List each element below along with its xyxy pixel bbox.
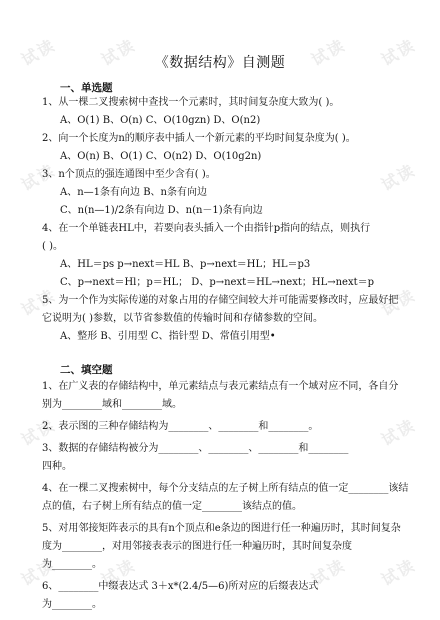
question-1-options: A、O(1) B、O(n) C、O(10gzn) D、O(n2) [60, 115, 261, 126]
fill-question-2: 2、表示图的三种存储结构为________、________和________。 [42, 421, 319, 432]
section-heading-fill-in: 二、填空题 [60, 364, 113, 376]
question-5-options: A、整形 B、引用型 C、指针型 D、常值引用型• [60, 331, 276, 342]
watermark: 试读 [98, 555, 139, 590]
section-heading-single-choice: 一、单选题 [60, 82, 113, 94]
watermark: 试读 [18, 285, 59, 320]
question-4: 4、在一个单链表HL中，若要向表头插入一个由指针p指向的结点，则执行 [42, 223, 371, 234]
watermark: 试读 [378, 35, 419, 70]
watermark: 试读 [308, 35, 349, 70]
fill-question-6: 6、________中缀表达式 3＋x*(2.4/5—6)所对应的后缀表达式 [42, 581, 319, 592]
question-5-cont: 它说明为( )参数，以节省参数值的传输时间和存储参数的空间。 [42, 313, 323, 324]
question-1: 1、从一棵二叉搜索树中查找一个元素时，其时间复杂度大致为( )。 [42, 97, 340, 108]
question-2-options: A、O(n) B、O(1) C、O(n2) D、O(10g2n) [60, 151, 262, 162]
watermark: 试读 [18, 555, 59, 590]
fill-question-3: 3、数据的存储结构被分为________、________、________和________ [42, 443, 349, 454]
watermark: 试读 [378, 285, 419, 320]
question-5: 5、为一个作为实际传递的对象占用的存储空间较大并可能需要修改时，应最好把 [42, 295, 399, 306]
fill-question-1-cont: 别为________域和________域。 [42, 399, 182, 410]
watermark: 试读 [18, 415, 59, 450]
fill-question-5-cont: 度为________，对用邻接表表示的图进行任一种遍历时，其时间复杂度 [42, 541, 352, 552]
watermark: 试读 [308, 555, 349, 590]
document-title: 《数据结构》自测题 [154, 55, 286, 71]
question-4-cont: ( )。 [42, 241, 63, 252]
question-2: 2、向一个长度为n的顺序表中插人一个新元素的平均时间复杂度为( )。 [42, 133, 356, 144]
fill-question-1: 1、在广义表的存储结构中，单元素结点与表元素结点有一个域对应不同，各自分 [42, 381, 399, 392]
fill-question-4: 4、在一棵二叉搜索树中，每个分支结点的左子树上所有结点的值一定________该结 [42, 483, 409, 494]
fill-question-5: 5、对用邻接矩阵表示的具有n个顶点和e条边的图进行任一种遍历时，其时间复杂 [42, 523, 401, 534]
watermark: 试读 [378, 415, 419, 450]
fill-question-6-cont: 为________。 [42, 599, 102, 610]
question-3: 3、n个顶点的强连通图中至少含有( )。 [42, 169, 216, 180]
question-3-options-cd: C、n(n—1)/2条有向边 D、n(n－1)条有向边 [60, 205, 263, 216]
question-3-options-ab: A、n—1条有向边 B、n条有向边 [60, 187, 207, 198]
question-4-options-ab: A、HL＝ps p→next＝HL B、p→next＝HL；HL＝p3 [60, 259, 311, 270]
question-4-options-cd: C、p→next＝Hl；p＝HL； D、p→next＝HL→next；HL→next＝p [60, 277, 375, 288]
fill-question-4-cont: 点的值，右子树上所有结点的值一定________该结点的值。 [42, 501, 302, 512]
fill-question-5-cont2: 为________。 [42, 559, 102, 570]
watermark: 试读 [18, 35, 59, 70]
watermark: 试读 [378, 555, 419, 590]
watermark: 试读 [18, 160, 59, 195]
fill-question-3-cont: 四种。 [42, 461, 72, 472]
watermark: 试读 [378, 160, 419, 195]
watermark: 试读 [98, 35, 139, 70]
